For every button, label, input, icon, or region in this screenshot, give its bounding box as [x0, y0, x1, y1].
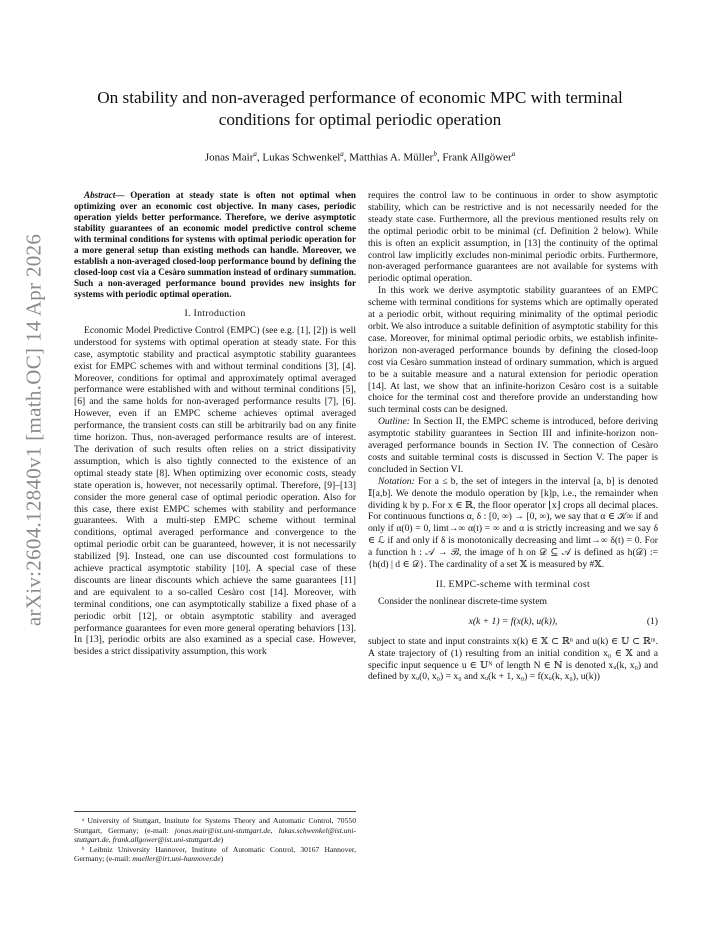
footnote-a: ᵃ University of Stuttgart, Institute for Systems Theory and Automatic Control, 70550 Stuttgart, Germany; (e-mail: jonas.mair@ist.uni-stuttgart.de, lukas.schwenkel@ist.uni-stuttgart.de, frank.allgower@ist.uni-stuttgart.de): [74, 816, 356, 845]
author-name: Matthias A. Müller: [349, 151, 434, 164]
notation-text: For a ≤ b, the set of integers in the interval [a, b] is denoted 𝕀[a,b]. We denote the modulo operation by [k]p, i.e., the remainder when dividing k by p. For x ∈ ℝ, the floor operator ⌊x⌋ crops all decimal places. For continuous functions α, δ : [0, ∞) → [0, ∞), we say that α ∈ 𝒦∞ if and only if α(0) = 0, limt→∞ α(t) = ∞ and α is strictly increasing and we say δ ∈ ℒ if and only if δ is monotonically decreasing and limt→∞ δ(t) = 0. For a function h : 𝒜 → ℬ, the image of h on 𝒟 ⊆ 𝒜 is defined as h(𝒟) := {h(d) | d ∈ 𝒟}. The cardinality of a set 𝕏 is measured by #𝕏.: [368, 475, 658, 571]
arxiv-id: arXiv:2604.12840v1 [math.OC] 14 Apr 2026: [21, 233, 46, 627]
arxiv-watermark: [14, 0, 54, 932]
abstract-text: — Operation at steady state is often not optimal when optimizing over an economic cost objective. In many cases, periodic operation yields better performance. Therefore, we derive asymptotic stability guarantees of an economic model predictive control scheme with terminal conditions for systems with optimal periodic operation for a more general setup than existing methods can handle. Moreover, we establish a non-averaged closed-loop performance bound by defining the closed-loop cost via a Cesàro summation instead of ordinary summation. Such a non-averaged performance bound provides new insights for systems with periodic optimal operation.: [74, 190, 356, 299]
section-heading-introduction: I. Introduction: [184, 308, 246, 319]
section-heading-empc: II. EMPC-scheme with terminal cost: [435, 579, 591, 590]
paper-title: On stability and non-averaged performance of economic MPC with terminal conditions for optimal periodic operation: [97, 88, 623, 129]
equation-number: (1): [646, 615, 658, 627]
author-affiliation: a: [253, 150, 257, 158]
intro-paragraph: Economic Model Predictive Control (EMPC) (see e.g. [1], [2]) is well understood for systems with optimal operation at steady state. For this case, asymptotic stability and practical asymptotic stability guarantees exist for EMPC schemes with and without terminal conditions [3], [4]. Moreover, conditions for optimal and approximately optimal averaged performance were established with and without terminal conditions [5], [6] and the same holds for non-averaged performance results [7], [6]. However, even if an EMPC scheme achieves optimal averaged performance, the transient costs can still be arbitrarily bad on any finite time horizon. Thus, non-averaged performance results are of interest. The derivation of such results often relies on a strict dissipativity assumption, which is also tightly connected to the existence of an optimal steady state [8]. When optimizing over economic costs, steady state operation is, however, not necessarily optimal. Therefore, [9]–[13] consider the more general case of optimal periodic operation. Also for this case, there exist EMPC schemes with stability and performance guarantees. With a multi-step EMPC scheme without terminal conditions, optimal averaged performance and convergence to the optimal periodic orbit can be guaranteed, however, it is not necessarily stabilized [9]. Instead, one can use discounted cost formulations to achieve practical asymptotic stability [10]. A special case of these discounts are linear discounts which achieve the same guarantees [11] and are equivalent to a so-called Cesàro cost [14]. Moreover, with terminal conditions, one can asymptotically stabilize a fixed phase of a periodic orbit [12], or obtain asymptotic stability and averaged performance guarantees for even more general operating behaviors [13]. In [13], periodic orbits are also examined as a special case. However, besides a strict dissipativity assumption, this work: [74, 324, 356, 658]
author-name: Lukas Schwenkel: [262, 151, 341, 164]
equation-body: x(k + 1) = f(x(k), u(k)),: [468, 615, 558, 627]
author-name: Frank Allgöwer: [442, 151, 512, 164]
constraints-paragraph: subject to state and input constraints x(k) ∈ 𝕏 ⊂ ℝⁿ and u(k) ∈ 𝕌 ⊂ ℝᵐ. A state trajectory of (1) resulting from an initial condition x₀ ∈ 𝕏 and a specific input sequence u ∈ 𝕌ᴺ of length N ∈ ℕ is denoted xᵤ(k, x₀) and defined by xᵤ(0, x₀) = x₀ and xᵤ(k + 1, x₀) = f(xᵤ(k, x₀), u(k)): [368, 635, 658, 683]
author-list: Jonas Mair$^a$, Lukas Schwenkel$^a$, Matthias A. Müller$^b$, Frank Allgöwer$^a$: [204, 150, 516, 164]
author-name: Jonas Mair: [204, 151, 254, 164]
outline-paragraph: [368, 416, 658, 476]
left-column: [74, 190, 356, 658]
intro-paragraph-continued: requires the control law to be continuous in order to show asymptotic stability, which can be restrictive and is not necessarily needed for the steady state case. Furthermore, all the previous mentioned results rely on the optimal periodic orbit to be minimal (cf. Definition 2 below). While this is often an explicit assumption, in [13] the continuity of the optimal control law implicitly excludes non-minimal periodic orbits. Furthermore, non-averaged performance guarantees are not available for systems with periodic optimal operation.: [368, 190, 658, 285]
footnotes: [74, 811, 356, 864]
right-column: [368, 190, 658, 683]
abstract: [74, 190, 356, 300]
notation-label: Notation:: [378, 475, 415, 487]
footnote-b-email: mueller@irt.uni-hannover.de: [132, 854, 221, 864]
abstract-label: Abstract: [84, 190, 116, 200]
footnote-a-emails: jonas.mair@ist.uni-stuttgart.de, lukas.schwenkel@ist.uni-stuttgart.de, frank.allgower@ist.uni-stuttgart.de: [74, 825, 356, 845]
system-intro: Consider the nonlinear discrete-time system: [378, 595, 547, 607]
contribution-paragraph: In this work we derive asymptotic stability guarantees of an EMPC scheme with terminal conditions for systems which are optimally operated at a periodic orbit, without requiring minimality of the optimal periodic orbit. We also introduce a suitable definition of asymptotic stability for this case. Moreover, for minimal optimal periodic orbits, we establish infinite-horizon non-averaged performance bounds by defining the closed-loop cost via Cesàro summation instead of ordinary summation, which is argued to be a suitable measure and a natural extension for periodic operation [14]. At last, we show that an infinite-horizon Cesàro cost is a suitable choice for the terminal cost and therefore provide an understanding how such terminal costs can be designed.: [368, 285, 658, 416]
notation-paragraph: [368, 476, 658, 571]
author-affiliation: a: [511, 150, 516, 158]
outline-label: Outline:: [378, 416, 410, 428]
author-affiliation: a: [340, 150, 344, 158]
author-affiliation: b: [433, 150, 437, 158]
footnote-b: ᵇ Leibniz University Hannover, Institute of Automatic Control, 30167 Hannover, Germany; (e-mail: mueller@irt.uni-hannover.de): [74, 844, 356, 864]
equation-1: [368, 616, 658, 628]
outline-text: In Section II, the EMPC scheme is introduced, before deriving asymptotic stability guarantees in Section III and infinite-horizon non-averaged performance bounds in Section IV. The connection of Cesàro costs and suitable terminal costs is discussed in Section V. The paper is concluded in Section VI.: [368, 416, 658, 475]
